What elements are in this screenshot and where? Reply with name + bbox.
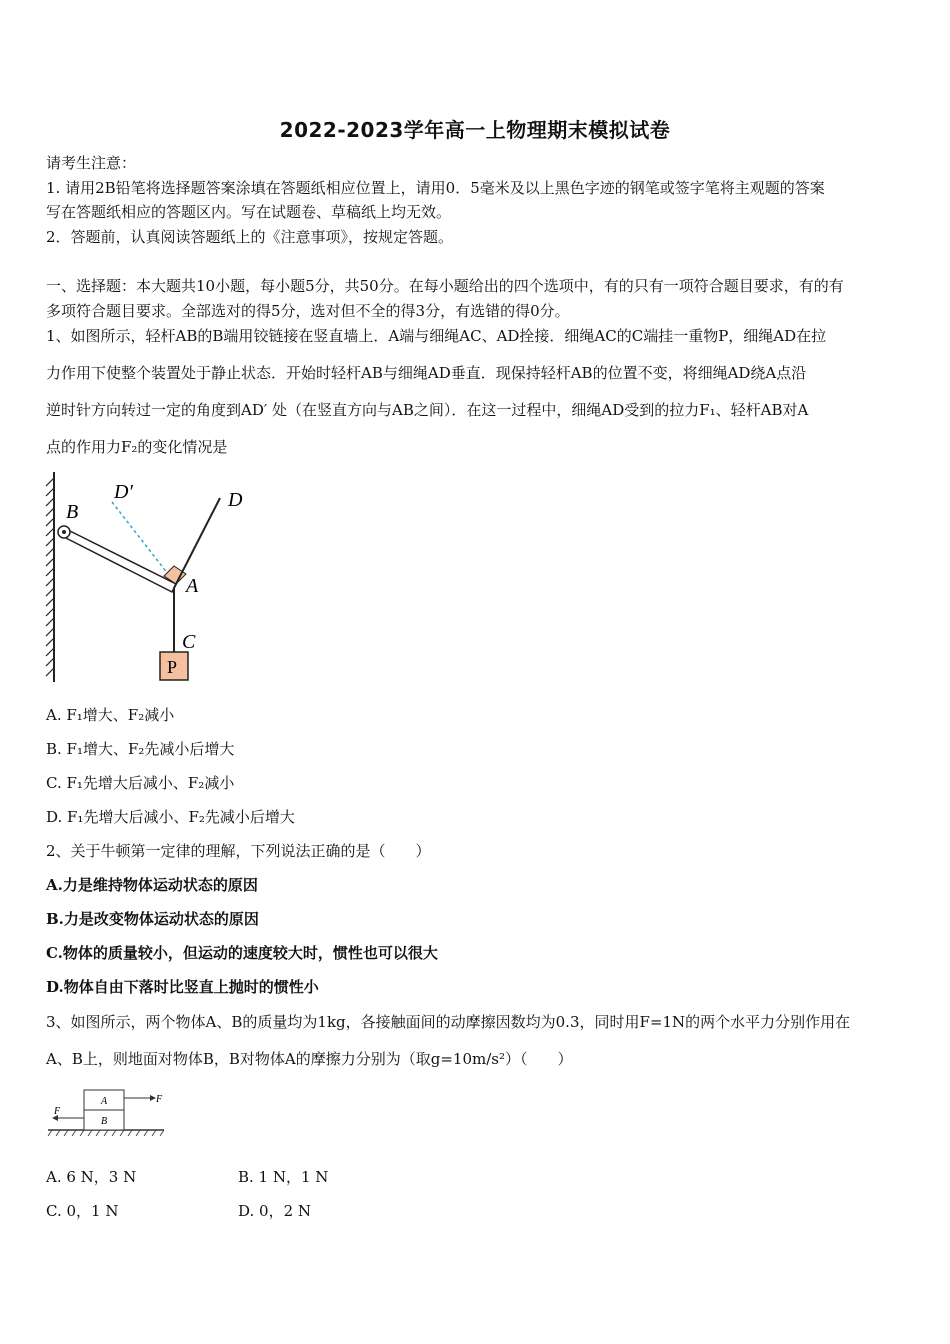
notice-item-1-line-2: 写在答题纸相应的答题区内。写在试题卷、草稿纸上均无效。 — [46, 203, 452, 221]
question-1-option-d[interactable]: D. F₁先增大后减小、F₂先减小后增大 — [46, 808, 295, 826]
rod-ab — [62, 528, 176, 592]
question-2-stem: 2、关于牛顿第一定律的理解，下列说法正确的是（ ） — [46, 842, 431, 860]
page-title: 2022-2023学年高一上物理期末模拟试卷 — [279, 118, 671, 142]
question-3-figure — [44, 1086, 168, 1142]
question-3-option-b[interactable]: B. 1 N，1 N — [238, 1168, 329, 1186]
section-1-intro-line-2: 多项符合题目要求。全部选对的得5分，选对但不全的得3分，有选错的得0分。 — [46, 302, 570, 320]
label-force-left: F — [54, 1106, 61, 1117]
question-1-line-3: 逆时针方向转过一定的角度到AD′ 处（在竖直方向与AB之间）．在这一过程中，细绳AD受到的拉力F₁、轻杆AB对A — [46, 401, 809, 419]
question-3-option-c[interactable]: C. 0，1 N — [46, 1202, 119, 1220]
question-2-option-b[interactable]: B.力是改变物体运动状态的原因 — [46, 910, 259, 928]
question-3-option-a[interactable]: A. 6 N，3 N — [46, 1168, 137, 1186]
section-1-intro-line-1: 一、选择题：本大题共10小题，每小题5分，共50分。在每小题给出的四个选项中，有的只有一项符合题目要求，有的有 — [46, 277, 844, 295]
question-1-line-1: 1、如图所示，轻杆AB的B端用铰链接在竖直墙上．A端与细绳AC、AD拴接．细绳AC的C端挂一重物P，细绳AD在拉 — [46, 327, 827, 345]
question-3-line-2: A、B上，则地面对物体B，B对物体A的摩擦力分别为（取g=10m/s²）（ ） — [46, 1050, 573, 1068]
wall-hatching — [46, 478, 54, 676]
label-d-prime: D′ — [114, 481, 133, 503]
notice-item-2: 2．答题前，认真阅读答题纸上的《注意事项》，按规定答题。 — [46, 228, 454, 246]
label-block-a: A — [101, 1096, 108, 1107]
label-a: A — [186, 575, 199, 597]
label-p: P — [167, 657, 178, 677]
question-1-option-c[interactable]: C. F₁先增大后减小、F₂减小 — [46, 774, 235, 792]
question-1-line-2: 力作用下使整个装置处于静止状态．开始时轻杆AB与细绳AD垂直．现保持轻杆AB的位置不变，将细绳AD绕A点沿 — [46, 364, 807, 382]
label-block-b: B — [101, 1116, 108, 1127]
ground-hatching — [48, 1130, 164, 1136]
question-2-option-d[interactable]: D.物体自由下落时比竖直上抛时的惯性小 — [46, 978, 319, 996]
question-1-option-a[interactable]: A. F₁增大、F₂减小 — [46, 706, 175, 724]
question-1-line-4: 点的作用力F₂的变化情况是 — [46, 438, 228, 456]
question-1-figure — [40, 470, 260, 690]
notice-item-1-line-1: 1. 请用2B铅笔将选择题答案涂填在答题纸相应位置上，请用0．5毫米及以上黑色字迹的钢笔或签字笔将主观题的答案 — [46, 179, 825, 197]
question-3-line-1: 3、如图所示，两个物体A、B的质量均为1kg，各接触面间的动摩擦因数均为0.3，同时用F=1N的两个水平力分别作用在 — [46, 1013, 851, 1031]
label-b: B — [66, 501, 79, 523]
label-d: D — [228, 489, 243, 511]
label-force-right: F — [156, 1094, 163, 1105]
question-2-option-a[interactable]: A.力是维持物体运动状态的原因 — [46, 876, 258, 894]
question-1-option-b[interactable]: B. F₁增大、F₂先减小后增大 — [46, 740, 235, 758]
label-c: C — [182, 631, 196, 653]
question-3-option-d[interactable]: D. 0，2 N — [238, 1202, 312, 1220]
question-2-option-c[interactable]: C.物体的质量较小，但运动的速度较大时，惯性也可以很大 — [46, 944, 438, 962]
notice-heading: 请考生注意： — [46, 154, 137, 172]
